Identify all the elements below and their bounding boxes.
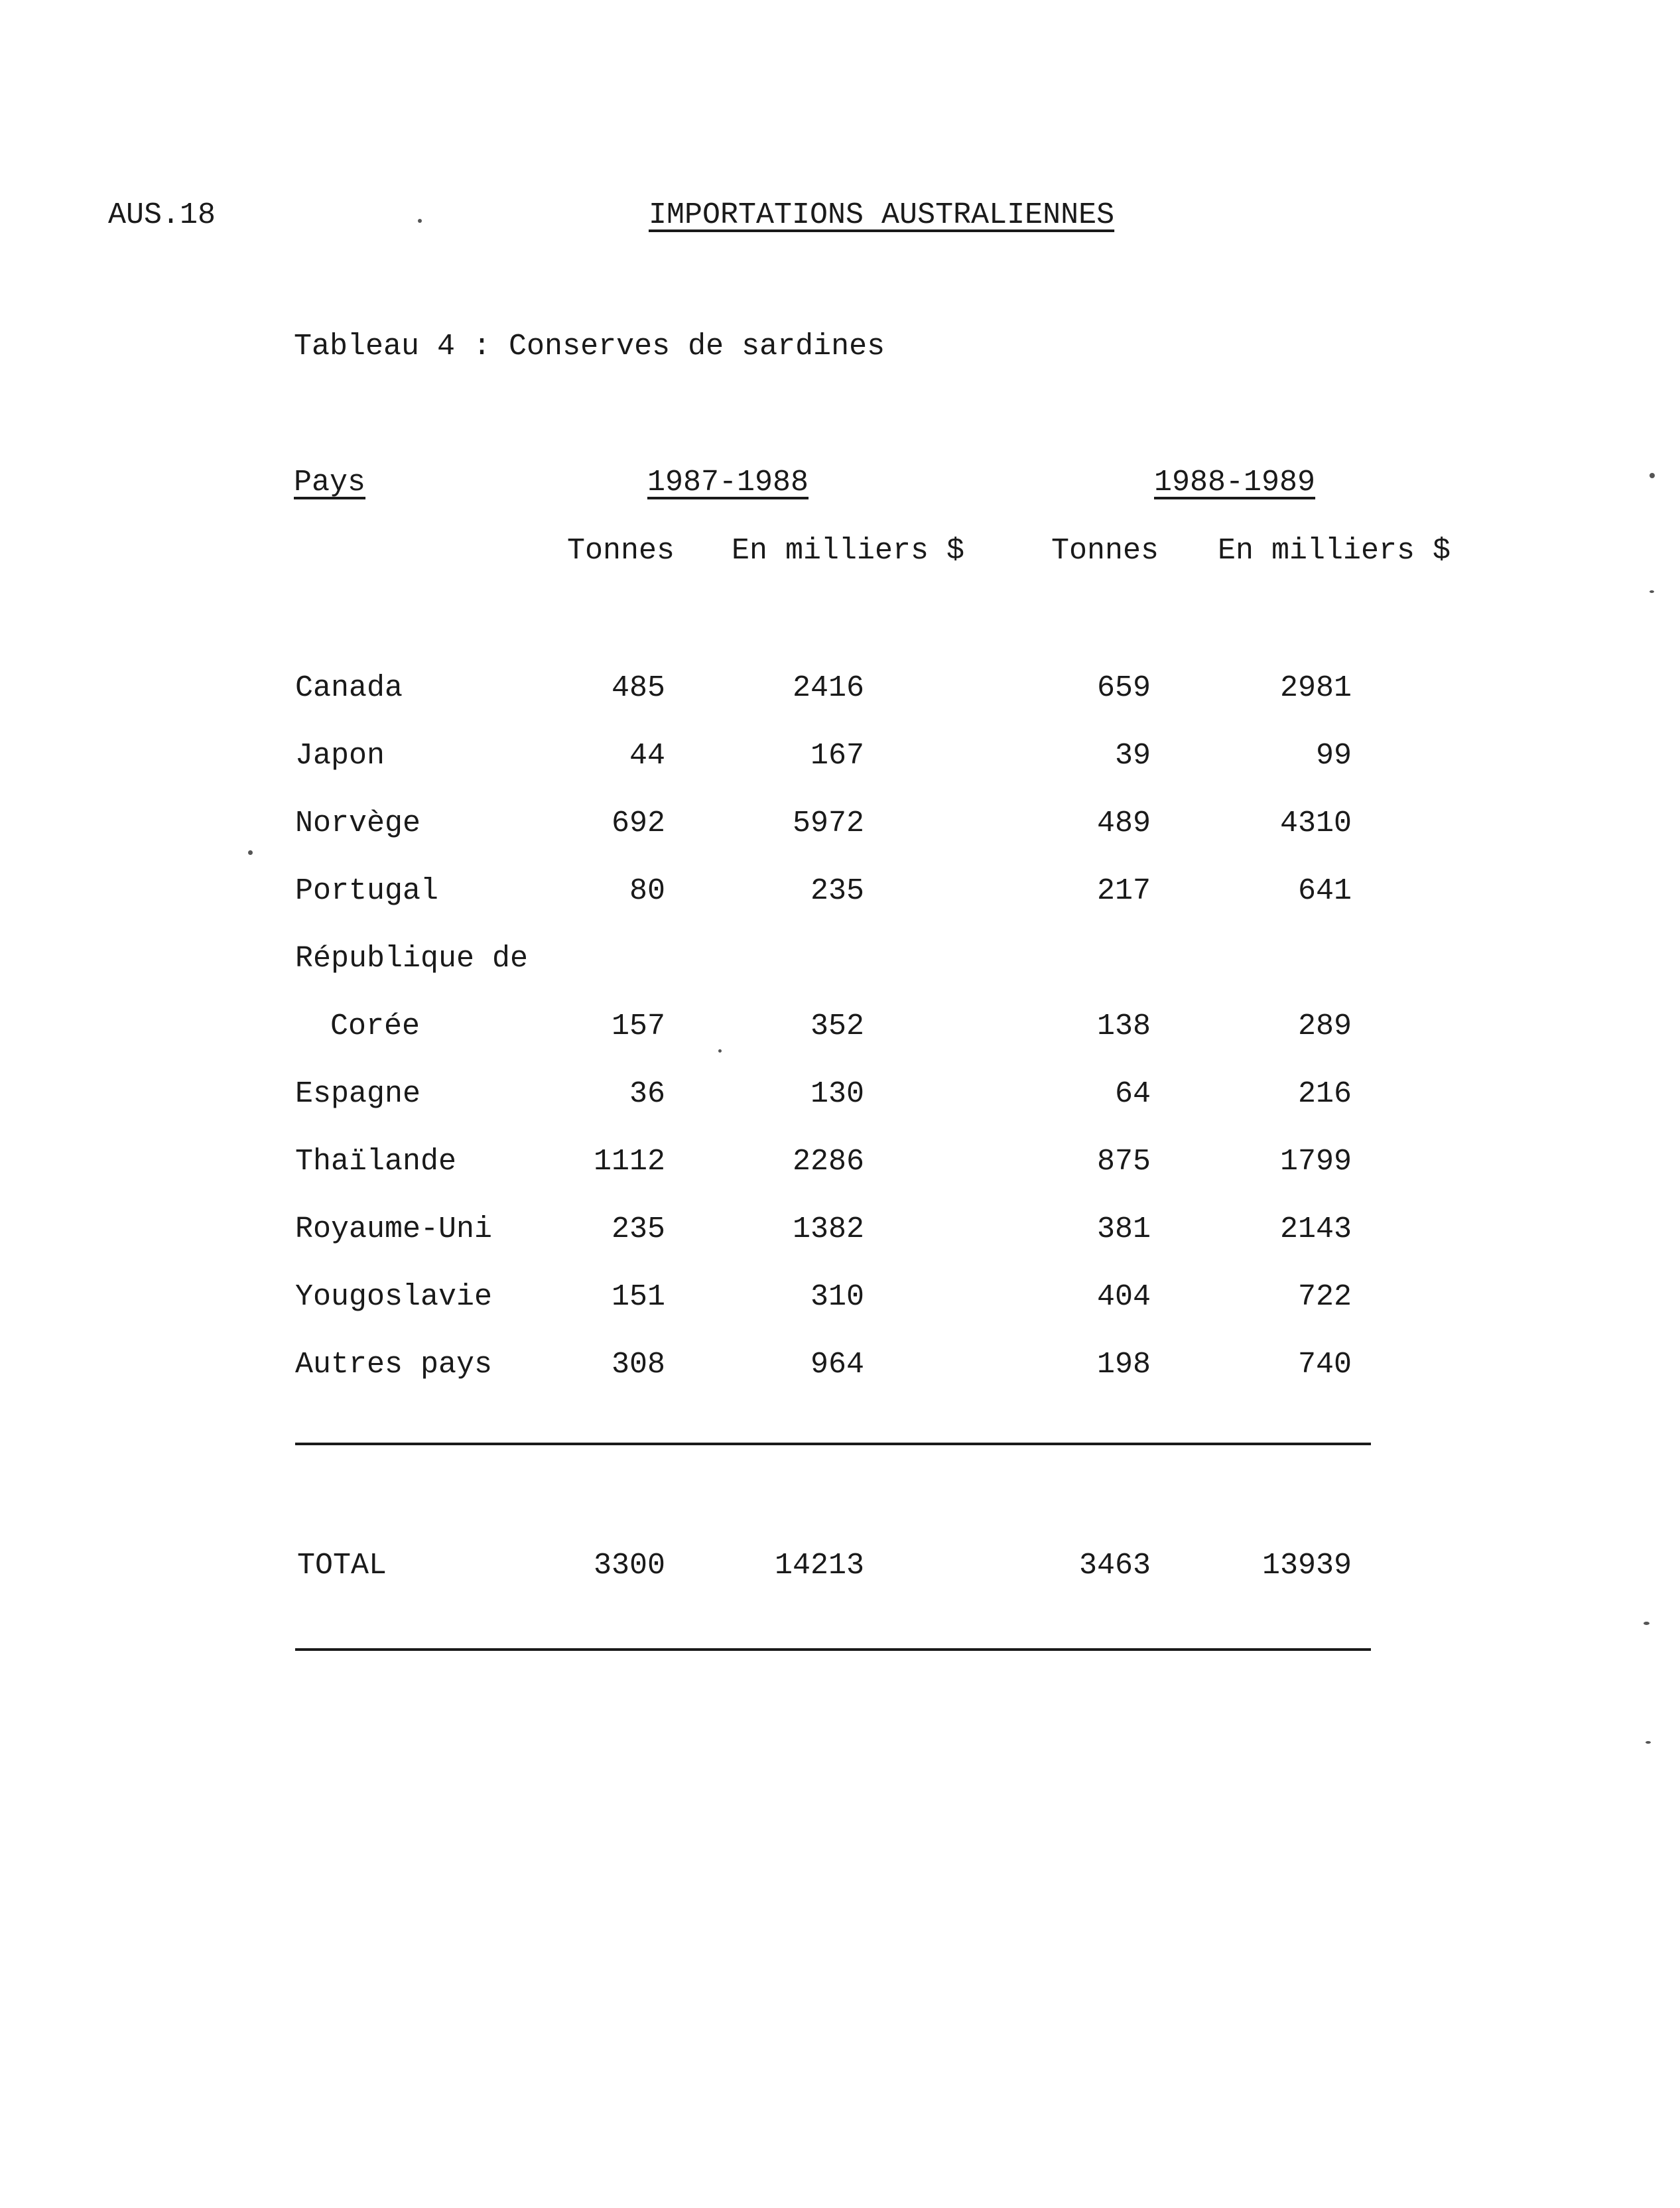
value-cell: 875 <box>1096 1145 1151 1179</box>
value-cell: 1382 <box>792 1212 864 1246</box>
value-cell: 64 <box>1114 1077 1151 1111</box>
country-cell: Portugal <box>295 874 439 908</box>
value-cell: 2981 <box>1279 671 1352 705</box>
rule-above-total <box>295 1443 1371 1445</box>
value-cell: 964 <box>810 1348 864 1382</box>
country-column-header: Pays <box>294 466 366 499</box>
value-cell: 157 <box>611 1009 665 1043</box>
total-label: TOTAL <box>297 1549 387 1583</box>
value-cell: 216 <box>1297 1077 1352 1111</box>
country-cell: Yougoslavie <box>295 1280 493 1314</box>
country-cell: Japon <box>295 739 385 773</box>
value-cell: 198 <box>1096 1348 1151 1382</box>
value-cell: 130 <box>810 1077 864 1111</box>
country-cell: République de <box>295 942 529 976</box>
country-cell: Corée <box>330 1009 420 1043</box>
value-cell: 489 <box>1096 807 1151 840</box>
value-cell: 1112 <box>593 1145 665 1179</box>
total-value: 3300 <box>593 1549 665 1583</box>
value-cell: 39 <box>1114 739 1151 773</box>
value-cell: 289 <box>1297 1009 1352 1043</box>
period-header-1988-1989: 1988-1989 <box>1154 466 1316 499</box>
country-cell: Canada <box>295 671 403 705</box>
value-cell: 485 <box>611 671 665 705</box>
value-cell: 740 <box>1297 1348 1352 1382</box>
scan-speck <box>1644 1622 1649 1625</box>
period-header-1987-1988: 1987-1988 <box>647 466 809 499</box>
scan-speck <box>718 1049 722 1053</box>
document-code: AUS.18 <box>108 198 216 232</box>
value-cell: 99 <box>1315 739 1352 773</box>
country-cell: Thaïlande <box>295 1145 457 1179</box>
page-title: IMPORTATIONS AUSTRALIENNES <box>649 198 1115 232</box>
country-cell: Norvège <box>295 807 421 840</box>
value-cell: 167 <box>810 739 864 773</box>
scan-speck <box>1649 590 1654 593</box>
total-value: 14213 <box>774 1549 864 1583</box>
value-cell: 5972 <box>792 807 864 840</box>
value-cell: 722 <box>1297 1280 1352 1314</box>
value-cell: 659 <box>1096 671 1151 705</box>
value-cell: 2286 <box>792 1145 864 1179</box>
subheader-value-1: En milliers $ <box>732 534 965 568</box>
total-value: 13939 <box>1261 1549 1352 1583</box>
value-cell: 4310 <box>1279 807 1352 840</box>
scan-speck <box>248 850 253 855</box>
value-cell: 138 <box>1096 1009 1151 1043</box>
value-cell: 404 <box>1096 1280 1151 1314</box>
country-cell: Royaume-Uni <box>295 1212 493 1246</box>
value-cell: 235 <box>611 1212 665 1246</box>
value-cell: 80 <box>629 874 665 908</box>
scan-speck <box>1646 1741 1651 1744</box>
table-caption: Tableau 4 : Conserves de sardines <box>294 330 885 363</box>
subheader-value-2: En milliers $ <box>1218 534 1451 568</box>
scan-speck <box>418 219 422 223</box>
subheader-tonnes-1: Tonnes <box>567 534 675 568</box>
value-cell: 235 <box>810 874 864 908</box>
value-cell: 692 <box>611 807 665 840</box>
value-cell: 641 <box>1297 874 1352 908</box>
value-cell: 310 <box>810 1280 864 1314</box>
value-cell: 308 <box>611 1348 665 1382</box>
value-cell: 36 <box>629 1077 665 1111</box>
total-value: 3463 <box>1078 1549 1151 1583</box>
value-cell: 1799 <box>1279 1145 1352 1179</box>
country-cell: Espagne <box>295 1077 421 1111</box>
value-cell: 2416 <box>792 671 864 705</box>
value-cell: 2143 <box>1279 1212 1352 1246</box>
value-cell: 217 <box>1096 874 1151 908</box>
value-cell: 352 <box>810 1009 864 1043</box>
country-cell: Autres pays <box>295 1348 493 1382</box>
rule-below-total <box>295 1648 1371 1651</box>
value-cell: 151 <box>611 1280 665 1314</box>
scan-speck <box>1649 473 1655 478</box>
subheader-tonnes-2: Tonnes <box>1051 534 1159 568</box>
value-cell: 381 <box>1096 1212 1151 1246</box>
value-cell: 44 <box>629 739 665 773</box>
